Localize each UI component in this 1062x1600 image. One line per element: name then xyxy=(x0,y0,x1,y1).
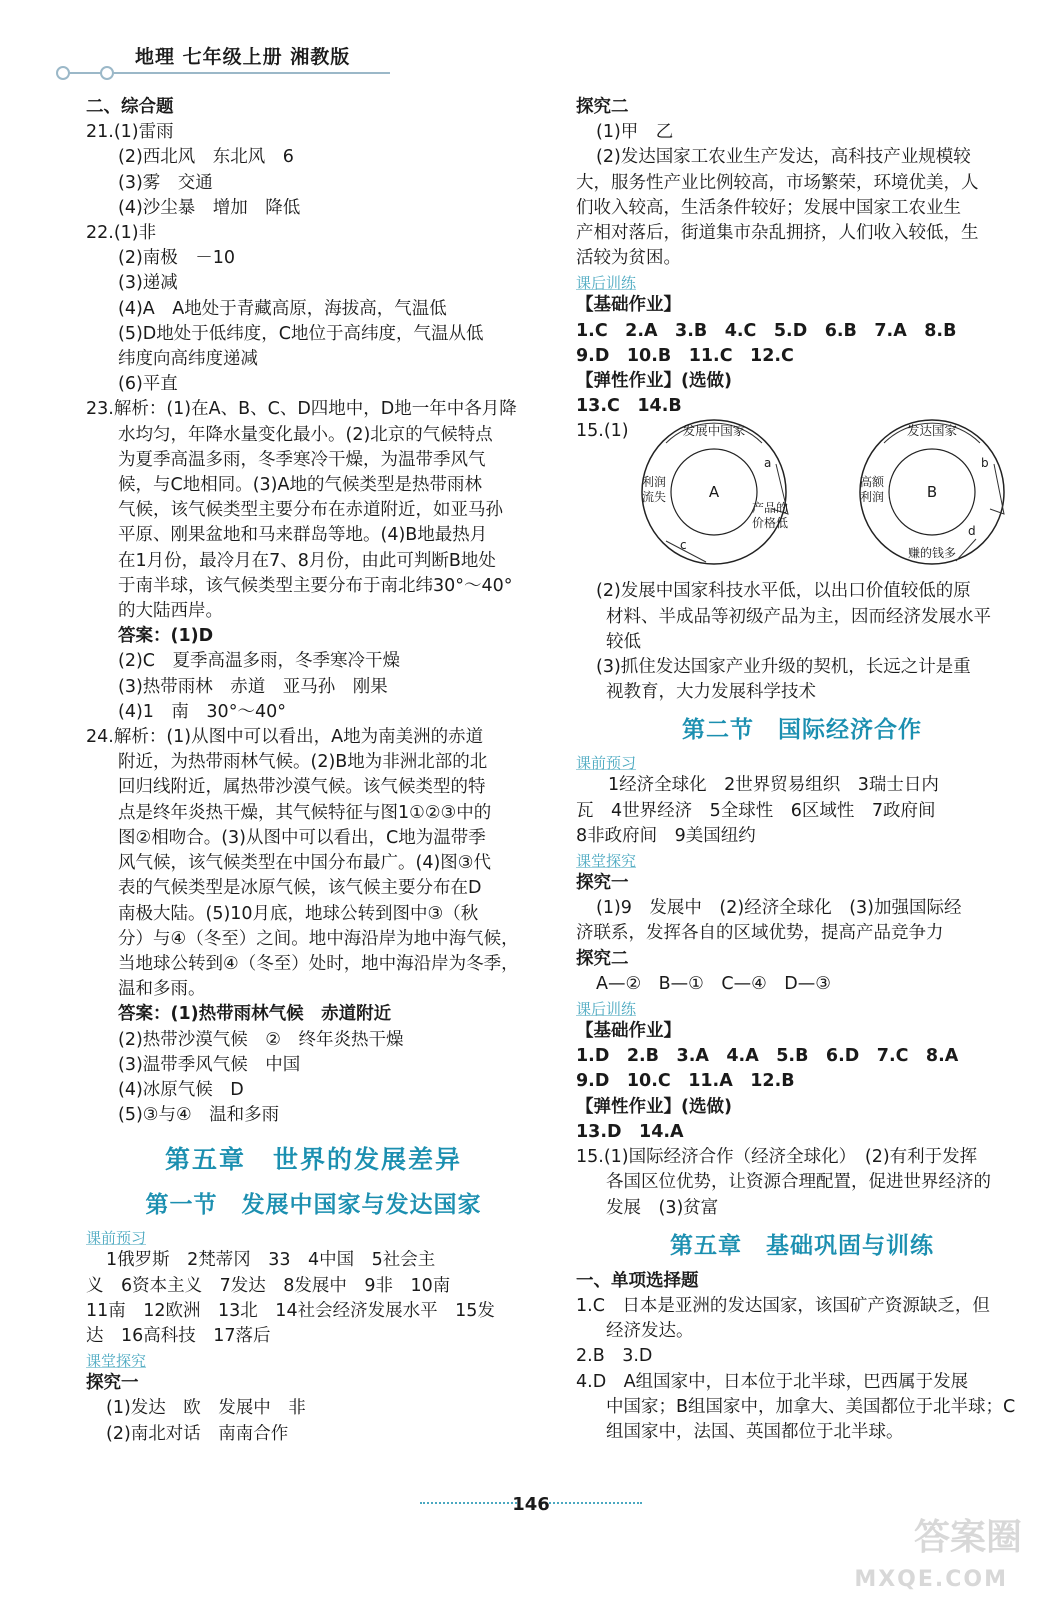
answer-line: 视教育，大力发展科学技术 xyxy=(606,682,816,703)
inquiry-title: 探究二 xyxy=(576,948,629,969)
inquiry-line: (1)发达 欧 发展中 非 xyxy=(106,1398,306,1419)
answer-line: 经济发达。 xyxy=(606,1321,694,1342)
inquiry-line: (1)9 发展中 (2)经济全球化 (3)加强国际经 xyxy=(596,898,962,919)
right-column xyxy=(576,95,1028,1445)
inquiry-line: 济联系，发挥各自的区域优势，提高产品竞争力 xyxy=(576,923,944,944)
preview-line: 11南 12欧洲 13北 14社会经济发展水平 15发 xyxy=(86,1300,495,1321)
q15-label: 15.(1) xyxy=(576,421,629,442)
answer-line: 13.C 14.B xyxy=(576,396,682,417)
answer-line: 9.D 10.B 11.C 12.C xyxy=(576,345,794,366)
inquiry-line: 活较为贫困。 xyxy=(576,248,681,269)
preview-line: 1俄罗斯 2梵蒂冈 33 4中国 5社会主 xyxy=(106,1250,436,1271)
answer-line: (5)③与④ 温和多雨 xyxy=(118,1105,280,1126)
chapter-title: 第五章 世界的发展差异 xyxy=(164,1145,462,1175)
answer-line: 中国家；B组国家中，加拿大、美国都位于北半球；C xyxy=(606,1396,1016,1417)
single-choice-title: 一、单项选择题 xyxy=(576,1270,699,1291)
inquiry-line: 们收入较高，生活条件较好；发展中国家工农业生 xyxy=(576,197,961,218)
section-title: 第二节 国际经济合作 xyxy=(682,717,922,744)
answer-line: 的大陆西岸。 xyxy=(118,601,223,622)
answer-line: (3)雾 交通 xyxy=(118,172,213,193)
diagram-right-outer: 发达国家 xyxy=(906,423,958,439)
answer-line: (2)热带沙漠气候 ② 终年炎热干燥 xyxy=(118,1029,404,1050)
answer-line: 气候，该气候类型主要分布在赤道附近，如亚马孙 xyxy=(118,500,503,521)
inquiry-title: 探究一 xyxy=(86,1373,139,1394)
answer-line: (4)1 南 30°～40° xyxy=(118,701,286,722)
answer-line: 答案：(1)热带雨林气候 赤道附近 xyxy=(118,1004,392,1025)
answer-line: 15.(1)国际经济合作（经济全球化） (2)有利于发挥 xyxy=(576,1147,978,1168)
answer-line: 1.C 日本是亚洲的发达国家，该国矿产资源缺乏，但 xyxy=(576,1295,990,1316)
flex-homework-title: 【弹性作业】(选做) xyxy=(576,1096,732,1117)
answer-line: 为夏季高温多雨，冬季寒冷干燥，为温带季风气 xyxy=(118,449,486,470)
answer-line: 回归线附近，属热带沙漠气候。该气候类型的特 xyxy=(118,777,486,798)
answer-line: 风气候，该气候类型在中国分布最广。(4)图③代 xyxy=(118,853,491,874)
answer-line: 在1月份，最冷月在7、8月份，由此可判断B地处 xyxy=(118,550,496,571)
answer-line: 材料、半成品等初级产品为主，因而经济发展水平 xyxy=(606,606,991,627)
tag-classroom: 课堂探究 xyxy=(86,1352,147,1371)
diagram-left-outer: 发展中国家 xyxy=(682,423,746,439)
page-number-rule-left xyxy=(420,1502,520,1504)
flex-homework-title: 【弹性作业】(选做) xyxy=(576,371,732,392)
answer-line: 1.D 2.B 3.A 4.A 5.B 6.D 7.C 8.A xyxy=(576,1046,959,1067)
inquiry-line: (2)南北对话 南南合作 xyxy=(106,1423,289,1444)
answer-line: 较低 xyxy=(606,631,641,652)
trade-cycle-diagram xyxy=(576,419,1028,579)
answer-line: 22.(1)非 xyxy=(86,223,157,244)
answer-line: 附近，为热带雨林气候。(2)B地为非洲北部的北 xyxy=(118,752,488,773)
answer-line: (3)递减 xyxy=(118,273,178,294)
answer-line: (2)西北风 东北风 6 xyxy=(118,147,294,168)
answer-line: 13.D 14.A xyxy=(576,1121,684,1142)
diagram-right-letter-d: d xyxy=(968,524,976,539)
preview-line: 1经济全球化 2世界贸易组织 3瑞士日内 xyxy=(608,775,939,796)
answer-line: 1.C 2.A 3.B 4.C 5.D 6.B 7.A 8.B xyxy=(576,320,957,341)
left-column xyxy=(86,95,541,1447)
section-heading: 二、综合题 xyxy=(86,97,174,117)
preview-line: 瓦 4世界经济 5全球性 6区域性 7政府间 xyxy=(576,800,936,821)
answer-line: (2)发展中国家科技水平低，以出口价值较低的原 xyxy=(596,581,971,602)
answer-line: 图②相吻合。(3)从图中可以看出，C地为温带季 xyxy=(118,827,486,848)
preview-line: 义 6资本主义 7发达 8发展中 9非 10南 xyxy=(86,1275,451,1296)
watermark-url: MXQE.COM xyxy=(854,1567,1008,1592)
inquiry-line: (2)发达国家工农业生产发达，高科技产业规模较 xyxy=(596,147,971,168)
answer-line: 发展 (3)贫富 xyxy=(606,1197,719,1218)
header-dot xyxy=(100,66,114,80)
diagram-right-letter-b: b xyxy=(981,456,989,471)
answer-line: 于南半球，该气候类型主要分布于南北纬30°～40° xyxy=(118,575,513,596)
page-number: 146 xyxy=(512,1494,550,1515)
inquiry-title: 探究一 xyxy=(576,873,629,894)
diagram-right-center: B xyxy=(926,483,938,502)
preview-line: 达 16高科技 17落后 xyxy=(86,1325,271,1346)
diagram-right-bottom: 赚的钱多 xyxy=(907,546,957,561)
answer-line: 点是终年炎热干燥，其气候特征与图1①②③中的 xyxy=(118,802,492,823)
basic-homework-title: 【基础作业】 xyxy=(576,1021,681,1042)
answer-line: (6)平直 xyxy=(118,374,178,395)
answer-line: 21.(1)雷雨 xyxy=(86,122,174,143)
tag-classroom: 课堂探究 xyxy=(576,852,637,871)
answer-line: 2.B 3.D xyxy=(576,1346,653,1367)
answer-line: (2)C 夏季高温多雨，冬季寒冷干燥 xyxy=(118,651,401,672)
inquiry-line: 大，服务性产业比例较高，市场繁荣，环境优美，人 xyxy=(576,172,979,193)
answer-line: 组国家中，法国、英国都位于北半球。 xyxy=(606,1421,904,1442)
answer-line: 23.解析：(1)在A、B、C、D四地中，D地一年中各月降 xyxy=(86,399,517,420)
tag-after-class: 课后训练 xyxy=(576,274,637,293)
answer-line: (4)A A地处于青藏高原，海拔高，气温低 xyxy=(118,298,447,319)
tag-preview: 课前预习 xyxy=(86,1229,147,1248)
answer-line: 当地球公转到④（冬至）处时，地中海沿岸为冬季， xyxy=(118,953,519,974)
answer-line: 24.解析：(1)从图中可以看出，A地为南美洲的赤道 xyxy=(86,727,484,748)
basic-homework-title: 【基础作业】 xyxy=(576,295,681,316)
answer-line: (2)南极 －10 xyxy=(118,248,236,269)
page-header-title: 地理 七年级上册 湘教版 xyxy=(135,46,351,68)
answer-line: (4)冰原气候 D xyxy=(118,1079,244,1100)
answer-line: 各国区位优势，让资源合理配置，促进世界经济的 xyxy=(606,1172,991,1193)
section-title: 第一节 发展中国家与发达国家 xyxy=(145,1192,482,1219)
page-number-rule-right xyxy=(542,1502,642,1504)
answer-line: 4.D A组国家中，日本位于北半球，巴西属于发展 xyxy=(576,1371,969,1392)
inquiry-line: A—② B—① C—④ D—③ xyxy=(596,973,831,994)
tag-preview: 课前预习 xyxy=(576,754,637,773)
answer-line: (3)热带雨林 赤道 亚马孙 刚果 xyxy=(118,676,388,697)
answer-line: 答案：(1)D xyxy=(118,626,214,647)
diagram-left-letter-c: c xyxy=(680,538,687,553)
tag-after-class: 课后训练 xyxy=(576,1000,637,1019)
inquiry-title: 探究二 xyxy=(576,97,629,117)
preview-line: 8非政府间 9美国纽约 xyxy=(576,825,756,846)
diagram-left-center: A xyxy=(708,483,720,502)
answer-line: (4)沙尘暴 增加 降低 xyxy=(118,197,301,218)
inquiry-line: 产相对落后，街道集市杂乱拥挤，人们收入较低，生 xyxy=(576,223,979,244)
inquiry-line: (1)甲 乙 xyxy=(596,122,674,143)
diagram-right-side-label: 高额利润 xyxy=(860,475,885,505)
answer-line: 纬度向高纬度递减 xyxy=(118,349,258,370)
chapter-review-title: 第五章 基础巩固与训练 xyxy=(670,1232,934,1259)
diagram-left-right-label: 产品的价格低 xyxy=(752,501,789,531)
answer-line: (5)D地处于低纬度，C地位于高纬度，气温从低 xyxy=(118,323,484,344)
answer-line: 南极大陆。(5)10月底，地球公转到图中③（秋 xyxy=(118,903,479,924)
answer-line: 候，与C地相同。(3)A地的气候类型是热带雨林 xyxy=(118,475,482,496)
answer-line: 平原、刚果盆地和马来群岛等地。(4)B地最热月 xyxy=(118,525,488,546)
answer-line: 水均匀，年降水量变化最小。(2)北京的气候特点 xyxy=(118,424,493,445)
answer-line: 温和多雨。 xyxy=(118,979,206,1000)
diagram-left-side-label: 利润流失 xyxy=(642,475,667,505)
answer-line: 表的气候类型是冰原气候，该气候主要分布在D xyxy=(118,878,482,899)
header-dot xyxy=(56,66,70,80)
answer-line: 分）与④（冬至）之间。地中海沿岸为地中海气候， xyxy=(118,928,519,949)
diagram-left-letter-a: a xyxy=(764,456,772,471)
watermark-logo: 答案圈 xyxy=(913,1517,1022,1558)
answer-line: (3)抓住发达国家产业升级的契机，长远之计是重 xyxy=(596,657,971,678)
diagram-arrow xyxy=(956,539,976,561)
answer-line: 9.D 10.C 11.A 12.B xyxy=(576,1071,795,1092)
answer-line: (3)温带季风气候 中国 xyxy=(118,1054,301,1075)
